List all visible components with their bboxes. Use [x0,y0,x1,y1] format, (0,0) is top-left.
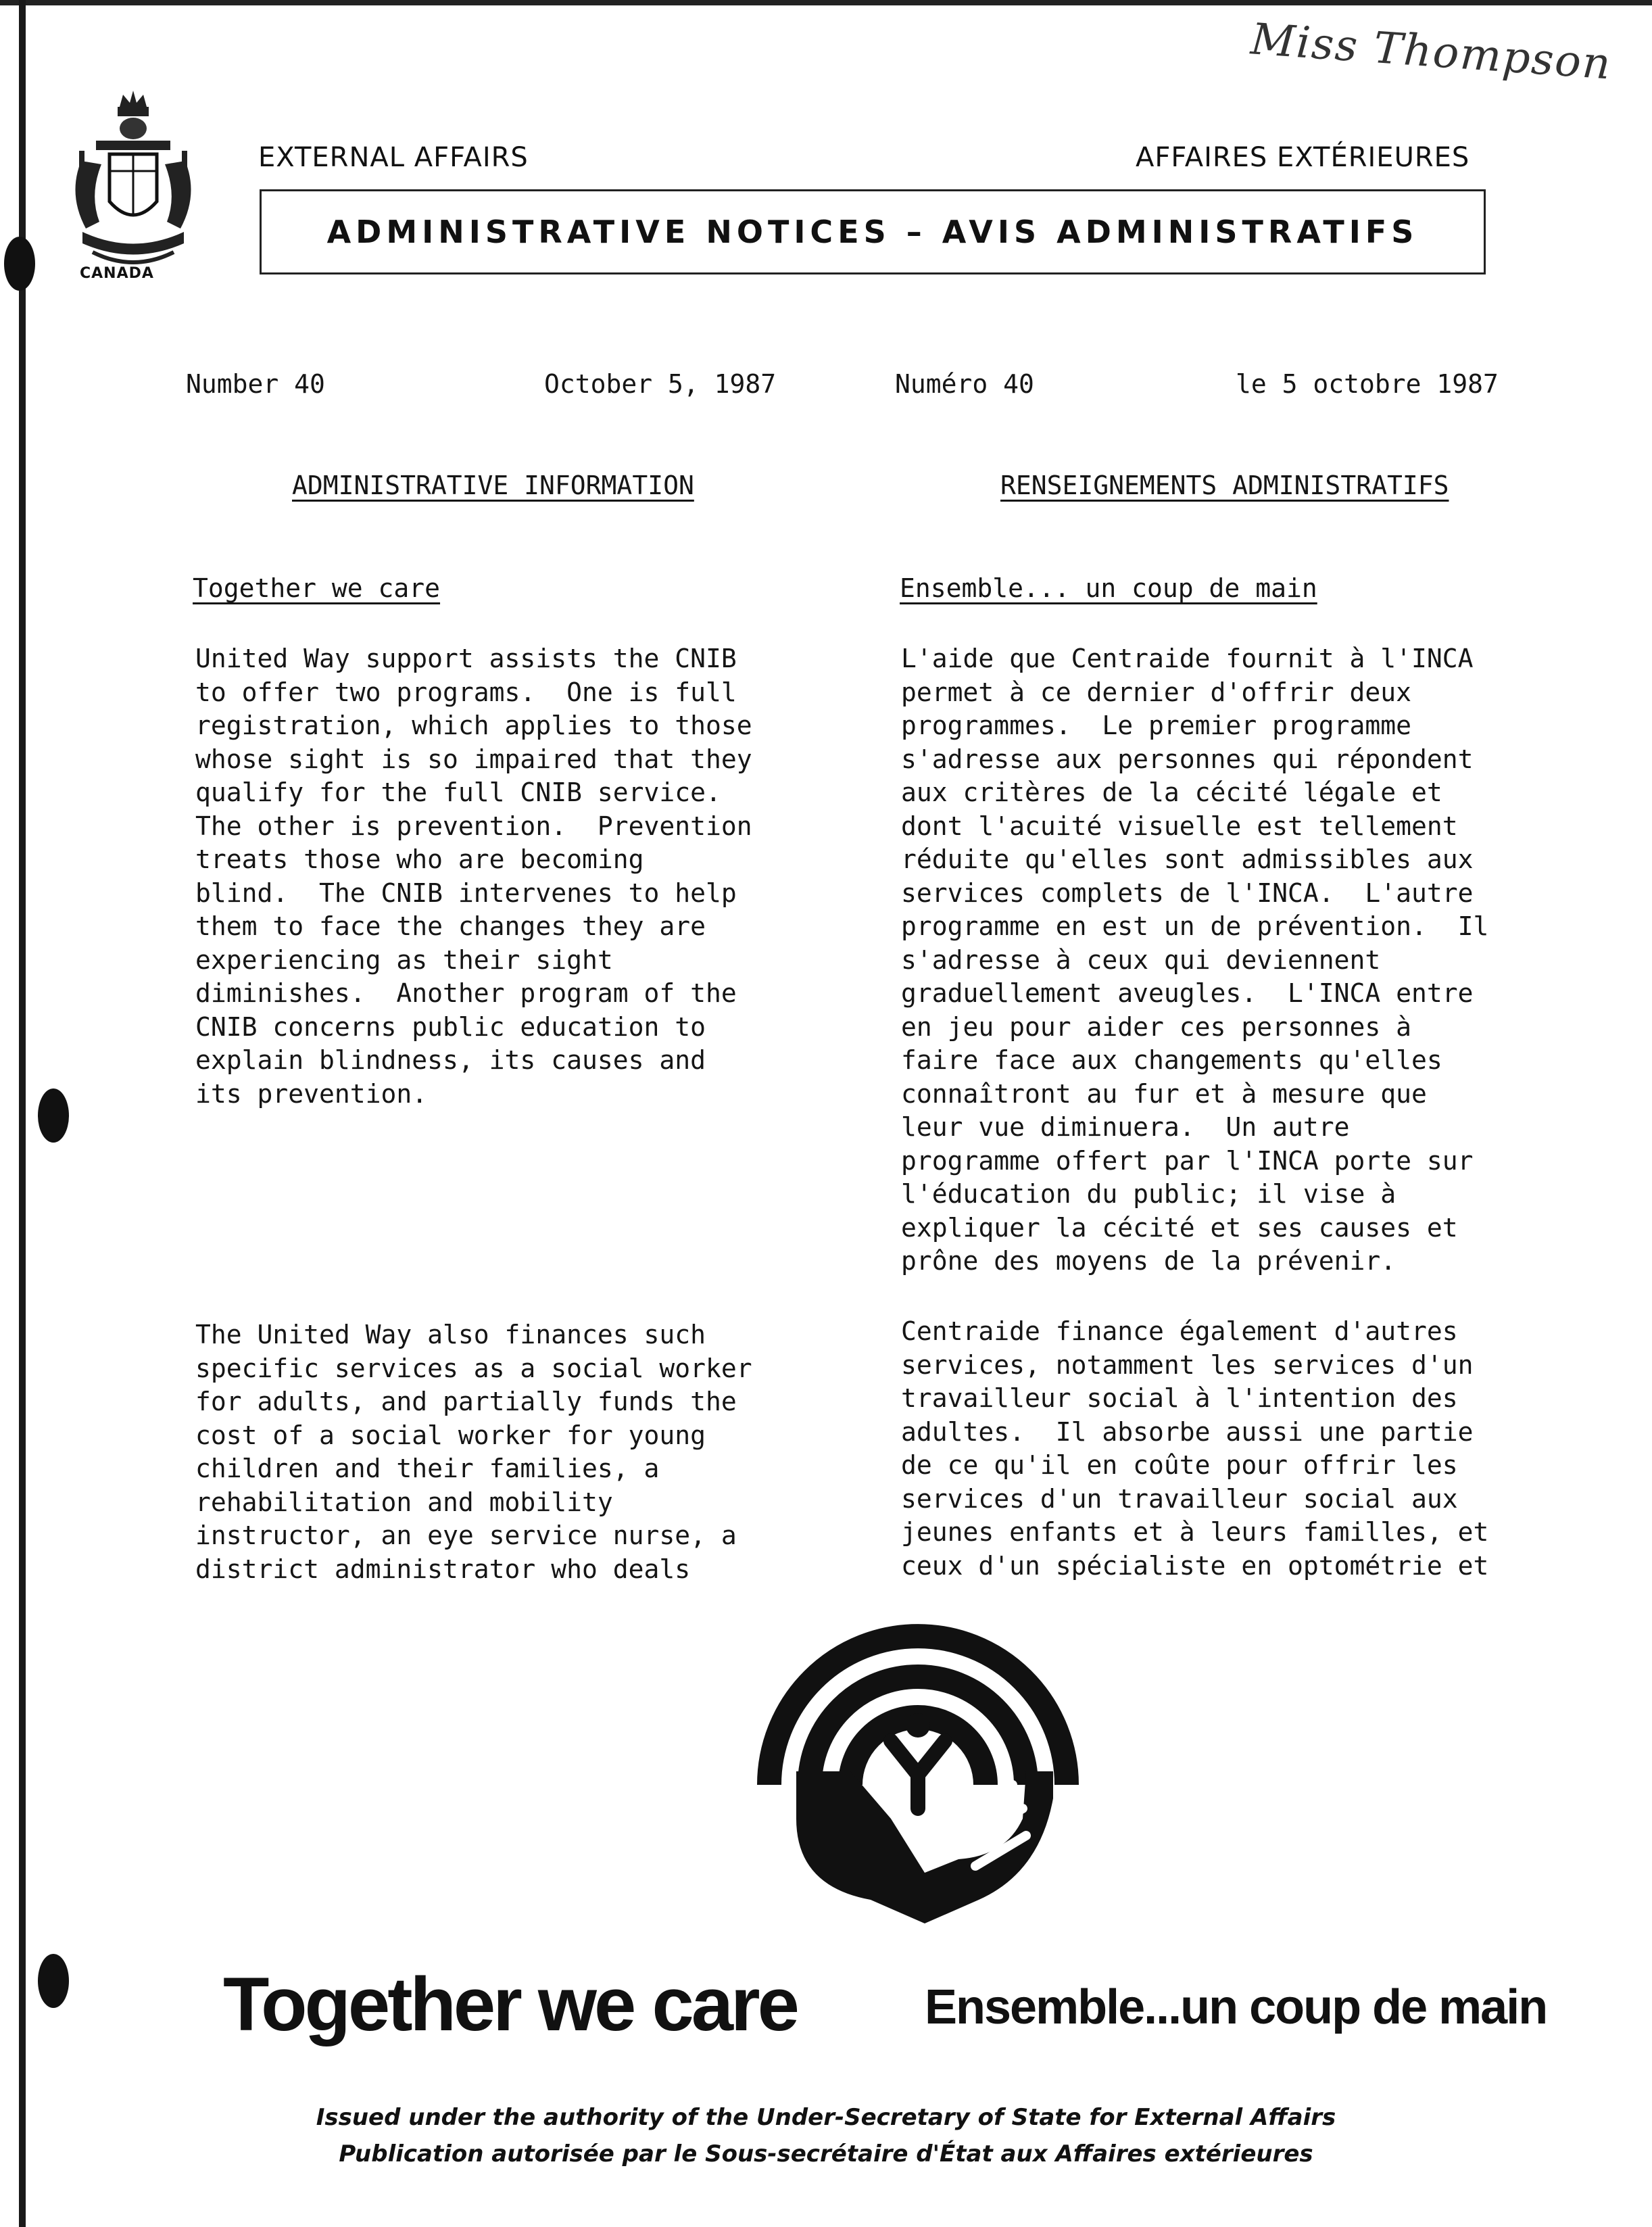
slogan-fr: Ensemble...un coup de main [925,1980,1547,2034]
issue-number-en: Number 40 [186,369,325,399]
dept-name-fr: AFFAIRES EXTÉRIEURES [1136,142,1470,173]
paragraph-1-en: United Way support assists the CNIB to offer two programs. One is full registration, which applies to those whose sight is so impaired that they qualify for the full CNIB service. The other is prevention. Prevention treats those who are becoming blind. The CNIB intervenes to help them to face the changes they are experiencing as their sight diminishes. Another program of the CNIB concerns public education to explain blindness, its causes and its prevention. [195,644,752,1109]
united-way-logo-icon [756,1616,1080,1927]
punch-hole-icon [4,237,35,291]
footer-authority-fr: Publication autorisée par le Sous-secrétaire d'État aux Affaires extérieures [339,2140,1313,2168]
slogan-en: Together we care [223,1962,797,2046]
section-heading-en: ADMINISTRATIVE INFORMATION [292,471,694,500]
crest-caption: CANADA [80,265,154,282]
article-title-fr: Ensemble... un coup de main [900,573,1317,603]
notice-title: ADMINISTRATIVE NOTICES – AVIS ADMINISTRATIFS [260,189,1486,274]
punch-hole-icon [38,1954,69,2008]
paragraph-2-fr: Centraide finance également d'autres services, notamment les services d'un travailleur social à l'intention des adultes. Il absorbe aussi une partie de ce qu'il en coûte pour offrir les services d'un travailleur social aux jeunes enfants et à leurs familles, et ceux d'un spécialiste en optométrie et [901,1316,1489,1581]
section-heading-fr: RENSEIGNEMENTS ADMINISTRATIFS [1000,471,1449,500]
paragraph-1-fr: L'aide que Centraide fournit à l'INCA permet à ce dernier d'offrir deux programmes. Le premier programme s'adresse aux personnes qui répondent aux critères de la cécité légale et dont l'acuité visuelle est tellement réduite qu'elles sont admissibles aux services complets de l'INCA. L'autre programme en est un de prévention. Il s'adresse à ceux qui deviennent graduellement aveugles. L'INCA entre en jeu pour aider ces personnes à faire face aux changements qu'elles connaîtront au fur et à mesure que leur vue diminuera. Un autre programme offert par l'INCA porte sur l'éducation du public; il vise à expliquer la cécité et ses causes et prône des moyens de la prévenir. [901,644,1489,1276]
article-title-en: Together we care [193,573,441,603]
issue-date-en: October 5, 1987 [544,369,777,399]
handwritten-note: Miss Thompson [1249,14,1613,90]
paragraph-2-en: The United Way also finances such specific services as a social worker for adults, and partially funds the cost of a social worker for young children and their families, a rehabilitation and mobility instructor, an eye service nurse, a district administrator who deals [195,1320,752,1584]
scan-top-edge [0,0,1652,5]
binding-edge [19,0,26,2227]
issue-number-fr: Numéro 40 [895,369,1034,399]
footer-authority-en: Issued under the authority of the Under-Secretary of State for External Affairs [316,2104,1336,2131]
coat-of-arms-icon [62,87,204,289]
dept-name-en: EXTERNAL AFFAIRS [258,142,529,173]
punch-hole-icon [38,1088,69,1143]
issue-date-fr: le 5 octobre 1987 [1236,369,1499,399]
